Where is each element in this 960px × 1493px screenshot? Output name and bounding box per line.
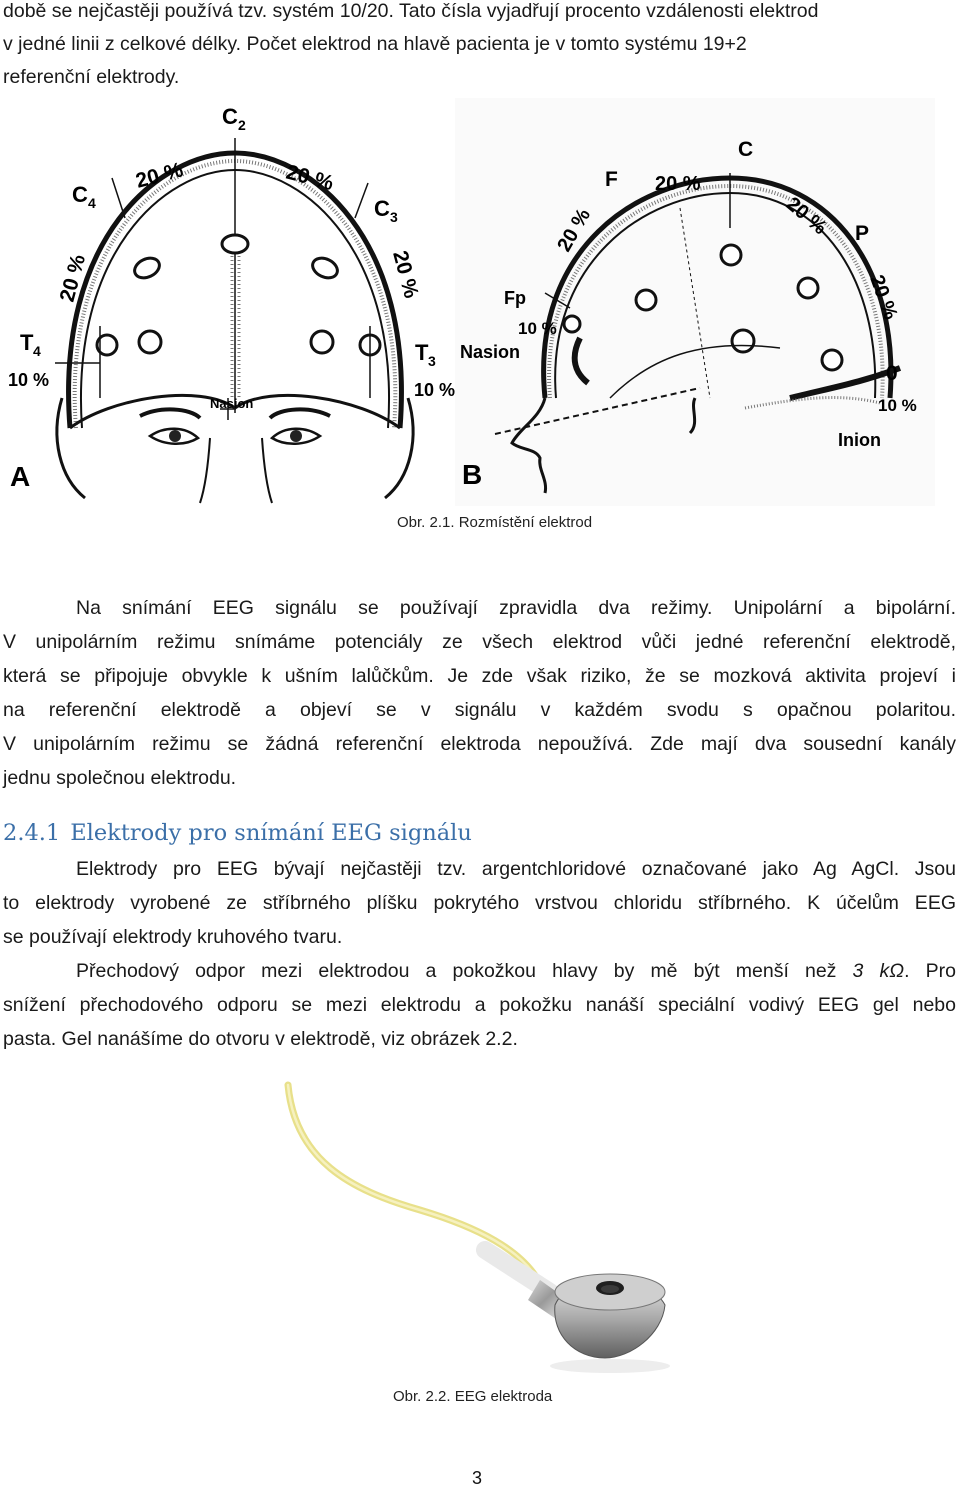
electrode-c2 xyxy=(222,235,248,253)
label-20pct-b4: 20 % xyxy=(865,272,902,323)
electrode-p xyxy=(798,278,818,298)
label-t3: T xyxy=(415,340,429,365)
label-inion: Inion xyxy=(838,430,881,450)
para1-line-2: V unipolárním režimu snímáme potenciály ze všech elektrod vůči jedné referenční elektrodě, xyxy=(3,631,956,653)
panel-letter-b: B xyxy=(462,459,483,490)
label-c2-sub: 2 xyxy=(238,117,246,133)
para2-line-1: Elektrody pro EEG bývají nejčastěji tzv. argentchloridové označované jako Ag AgCl. Jsou xyxy=(76,858,956,880)
section-number: 2.4.1 xyxy=(3,820,61,846)
para1-line-5: V unipolárním režimu se žádná referenční elektroda nepoužívá. Zde mají dva sousední kanály xyxy=(3,733,956,755)
intro-line-1: době se nejčastěji používá tzv. systém 10/20. Tato čísla vyjadřují procento vzdálenosti elektrod xyxy=(3,0,819,22)
electrode-fp xyxy=(564,316,580,332)
para3-line-2: snížení přechodového odporu se mezi elektrodu a pokožku nanáší speciální vodivý EEG gel nebo xyxy=(3,994,956,1016)
electrode-side-mid xyxy=(732,330,754,352)
label-fp: Fp xyxy=(504,288,526,308)
electrode-c xyxy=(721,245,741,265)
label-10pct-a2: 10 % xyxy=(414,380,456,400)
electrode-f xyxy=(636,290,656,310)
electrode-c4 xyxy=(131,254,162,281)
electrode-placement-figure xyxy=(0,98,960,510)
label-20pct-a3: 20 % xyxy=(55,252,91,305)
intro-line-2: v jedné linii z celkové délky. Počet elektrod na hlavě pacienta je v tomto systému 19+2 xyxy=(3,33,747,55)
figure-2-2-caption: Obr. 2.2. EEG elektroda xyxy=(393,1388,553,1405)
label-20pct-a1: 20 % xyxy=(133,158,186,193)
electrode-front-right xyxy=(311,331,333,353)
panel-a-front-head xyxy=(8,104,455,503)
label-20pct-a2: 20 % xyxy=(283,160,336,196)
label-10pct-a1: 10 % xyxy=(8,370,50,390)
label-p: P xyxy=(855,222,870,245)
label-c4-sub: 4 xyxy=(88,195,96,211)
electrode-front-left xyxy=(139,331,161,353)
label-o: 0 xyxy=(886,362,898,385)
para1-line-3: která se připojuje obvykle k ušním lalůčkům. Je zde však riziko, že se mozková aktivita projeví i xyxy=(3,665,956,687)
label-20pct-b1: 20 % xyxy=(655,173,701,195)
label-t4: T xyxy=(20,330,34,355)
section-title: Elektrody pro snímání EEG signálu xyxy=(70,820,472,846)
para3-line-1: Přechodový odpor mezi elektrodou a pokožkou hlavy by mě být menší než 3 kΩ. Pro xyxy=(76,960,956,982)
label-20pct-b2: 20 % xyxy=(553,205,596,256)
para1-line-1: Na snímání EEG signálu se používají zpravidla dva režimy. Unipolární a bipolární. xyxy=(76,597,956,619)
label-20pct-a4: 20 % xyxy=(388,248,423,301)
label-10pct-b1: 10 % xyxy=(518,319,557,338)
label-f: F xyxy=(605,168,618,191)
intro-line-3: referenční elektrody. xyxy=(3,66,180,88)
label-t4-sub: 4 xyxy=(33,343,41,359)
label-c4: C xyxy=(72,182,88,207)
panel-letter-a: A xyxy=(10,461,31,492)
panel-b-side-head xyxy=(455,98,935,506)
electrode-side-back xyxy=(822,350,842,370)
electrode-c3 xyxy=(309,254,340,281)
label-c2: C xyxy=(222,104,238,129)
para3-line-3: pasta. Gel nanášíme do otvoru v elektrodě, viz obrázek 2.2. xyxy=(3,1028,518,1050)
label-nasion-a: Nasion xyxy=(210,396,254,411)
section-heading xyxy=(3,820,472,846)
page-number: 3 xyxy=(472,1468,483,1488)
label-c: C xyxy=(738,138,754,161)
para2-line-2: to elektrody vyrobené ze stříbrného plíšku pokrytého vrstvou chloridu stříbrného. K účelům EEG xyxy=(3,892,956,914)
label-c3: C xyxy=(374,196,390,221)
label-10pct-b2: 10 % xyxy=(878,396,917,415)
para2-line-3: se používají elektrody kruhového tvaru. xyxy=(3,926,343,948)
para1-line-4: na referenční elektrodě a objeví se v signálu v každém svodu s opačnou polaritou. xyxy=(3,699,956,721)
label-t3-sub: 3 xyxy=(428,353,436,369)
para1-line-6: jednu společnou elektrodu. xyxy=(3,767,237,789)
eeg-electrode-image xyxy=(270,1080,690,1380)
figure-2-1-caption: Obr. 2.1. Rozmístění elektrod xyxy=(397,514,593,531)
label-c3-sub: 3 xyxy=(390,209,398,225)
label-nasion-b: Nasion xyxy=(460,342,521,362)
label-20pct-b3: 20 % xyxy=(781,192,831,240)
